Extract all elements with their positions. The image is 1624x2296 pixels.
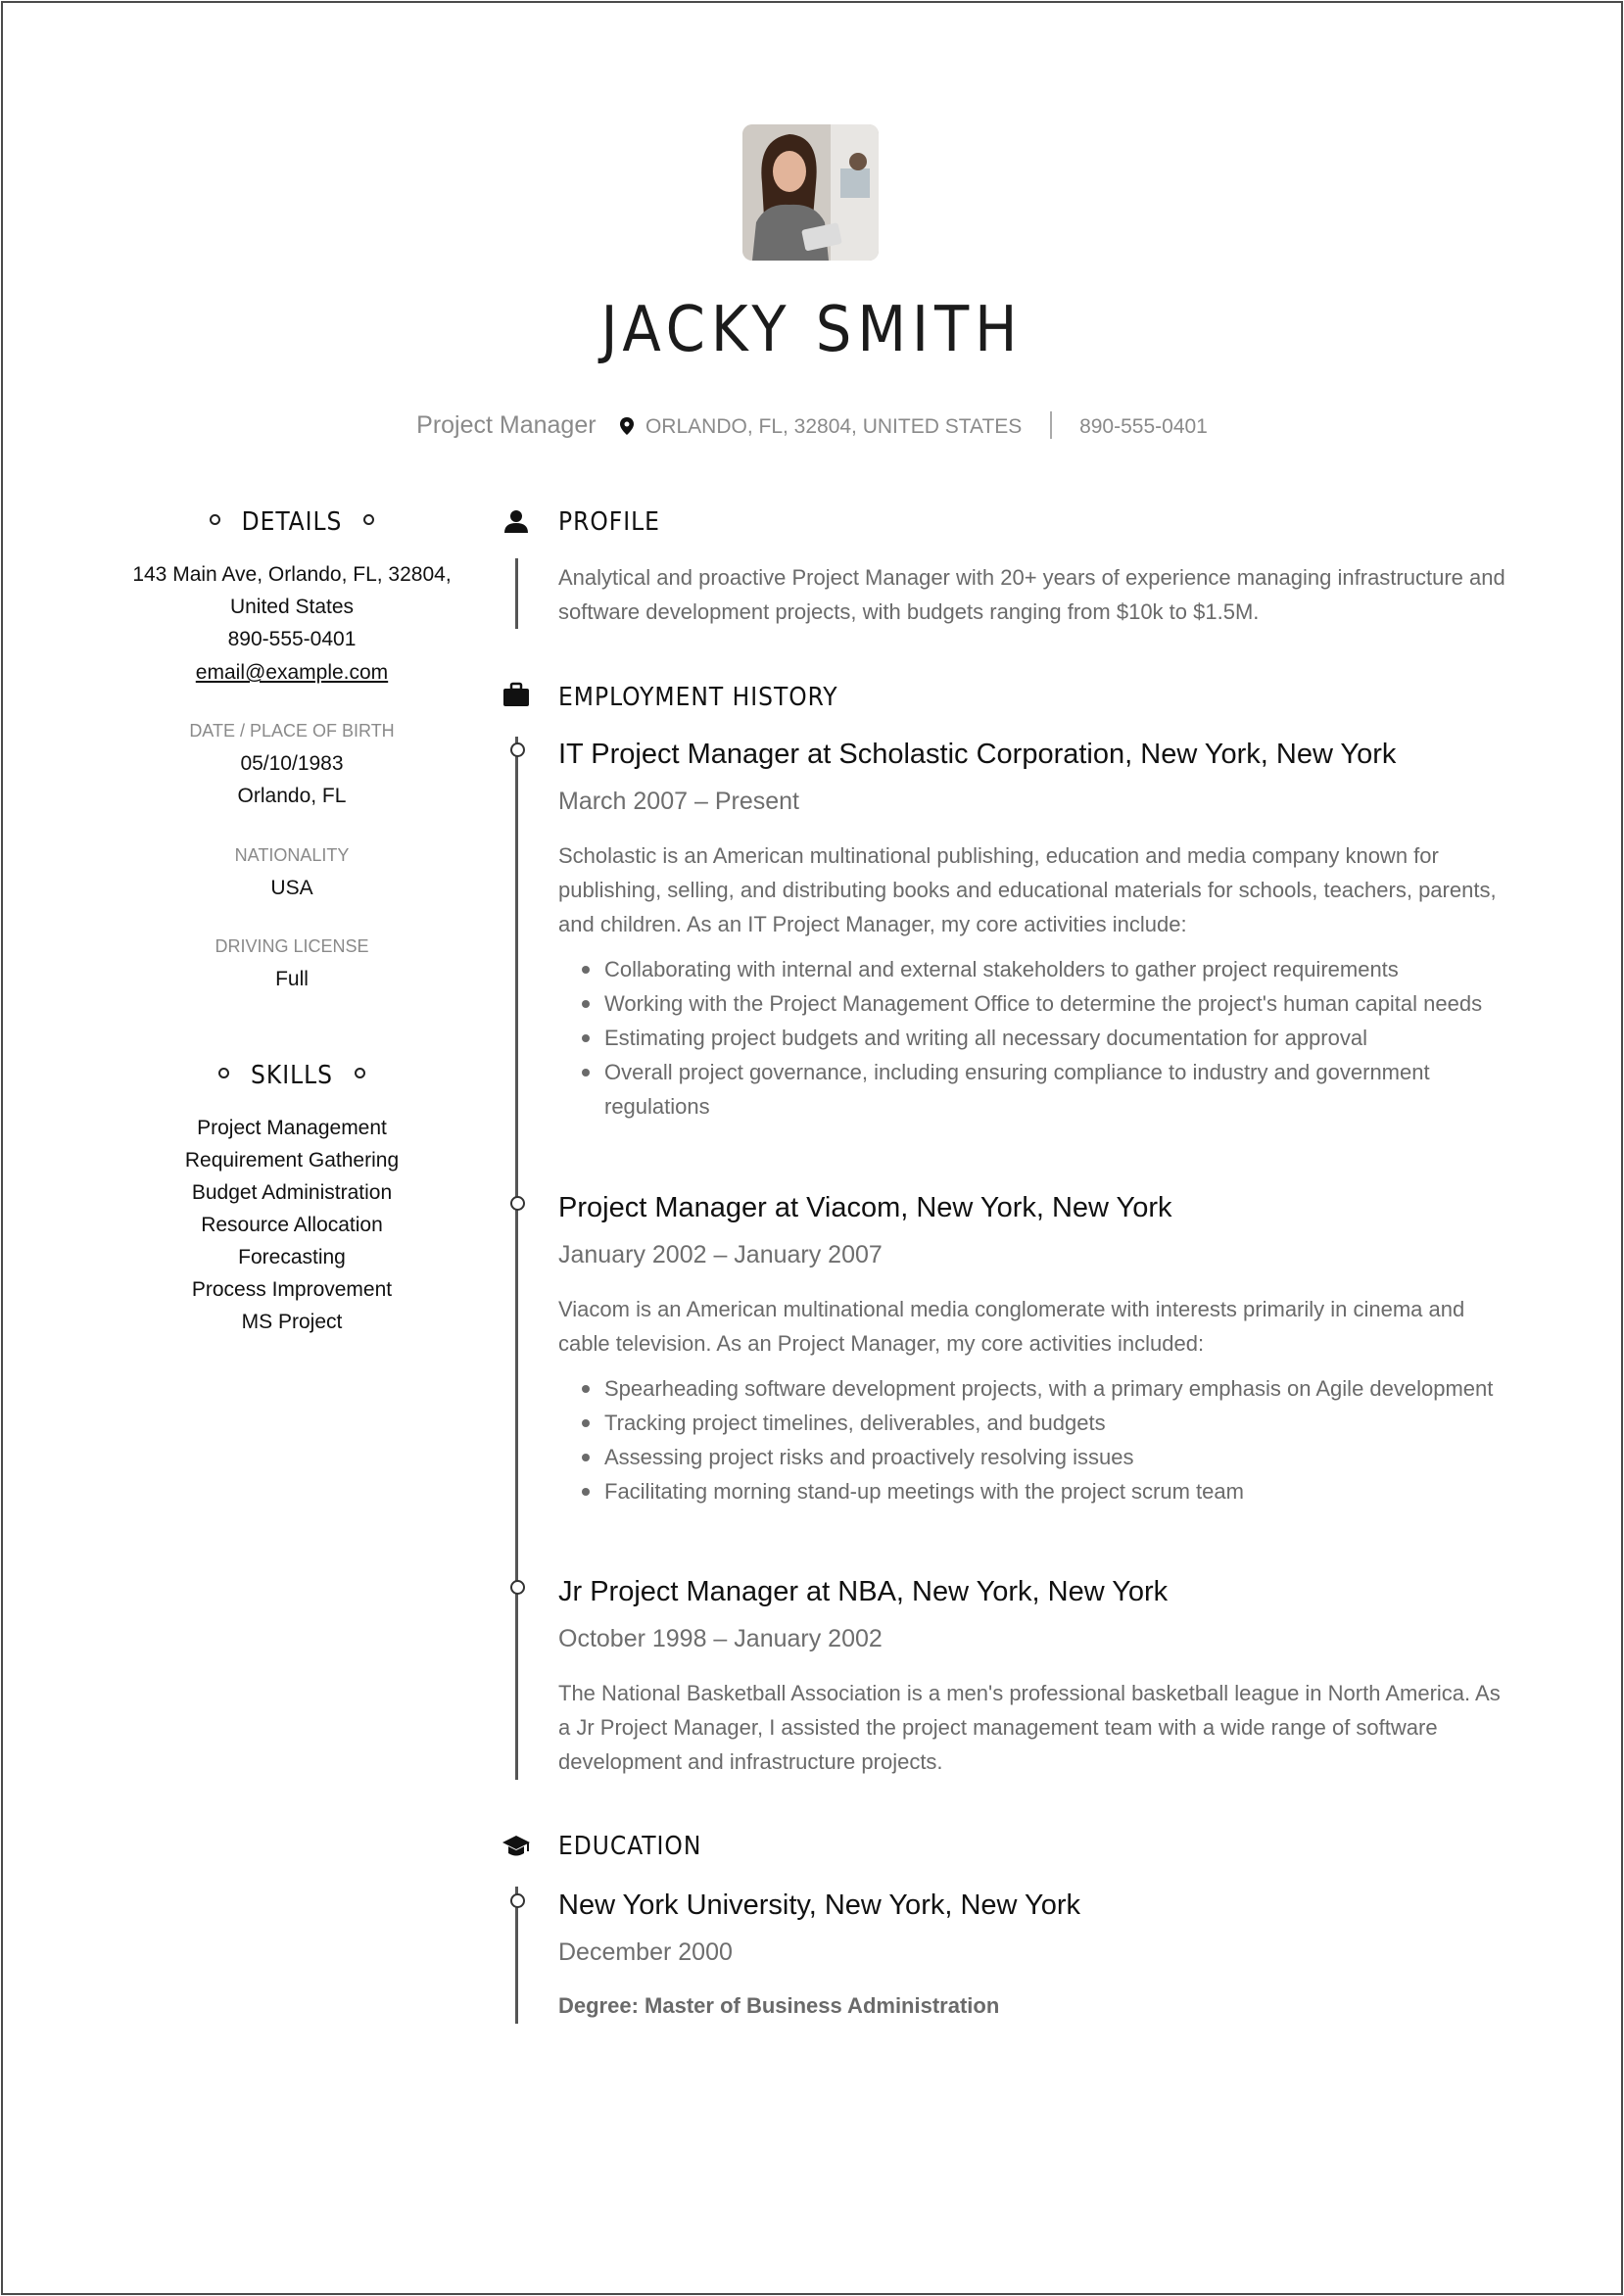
- job-bullets: [558, 1371, 1499, 1508]
- timeline-dot: [510, 1580, 525, 1595]
- nationality-label: NATIONALITY: [234, 845, 350, 865]
- timeline-dot: [510, 1893, 525, 1908]
- skills-heading: SKILLS: [108, 1061, 476, 1090]
- job-dates: January 2002 – January 2007: [558, 1241, 883, 1268]
- education-date: December 2000: [558, 1938, 733, 1966]
- skill-item: Requirement Gathering: [184, 1149, 400, 1172]
- skill-item: Resource Allocation: [201, 1214, 383, 1236]
- job-description: Viacom is an American multinational media conglomerate with interests primarily in cinema and cable television. As an Project Manager, my core activities included:: [558, 1297, 1465, 1356]
- degree: Degree: Master of Business Administration: [558, 1993, 1000, 2018]
- school-name: New York University, New York, New York: [558, 1889, 1080, 1921]
- header-contact-line: [0, 411, 1624, 440]
- skill-item: Budget Administration: [191, 1181, 393, 1204]
- timeline-dot: [510, 1196, 525, 1211]
- license-label: DRIVING LICENSE: [215, 936, 369, 956]
- skill-item: MS Project: [241, 1311, 343, 1333]
- list-item: Working with the Project Management Office to determine the project's human capital needs: [558, 986, 1499, 1021]
- job-dates: March 2007 – Present: [558, 788, 799, 815]
- person-icon: [502, 507, 531, 537]
- license-value: Full: [275, 968, 309, 990]
- details-email-row: [108, 656, 476, 689]
- profile-photo: [742, 124, 879, 261]
- birth-date: 05/10/1983: [240, 752, 344, 775]
- job-description: The National Basketball Association is a men's professional basketball league in North America. As a Jr Project Manager, I assisted the project management team with a wide range of software development and infrastructure projects.: [558, 1681, 1501, 1774]
- list-item: Facilitating morning stand-up meetings with the project scrum team: [558, 1474, 1499, 1508]
- ring-icon: [210, 514, 220, 525]
- skill-item: Forecasting: [238, 1246, 346, 1268]
- job-title: IT Project Manager at Scholastic Corporation, New York, New York: [558, 739, 1397, 770]
- details-heading: DETAILS: [108, 507, 476, 537]
- header-location: ORLANDO, FL, 32804, UNITED STATES: [645, 415, 1023, 438]
- birth-label: DATE / PLACE OF BIRTH: [189, 721, 395, 741]
- details-email-link[interactable]: email@example.com: [195, 661, 389, 684]
- nationality-value: USA: [270, 877, 313, 899]
- employment-timeline-line: [515, 737, 518, 1780]
- job-bullets: [558, 952, 1499, 1124]
- job-title: Jr Project Manager at NBA, New York, New York: [558, 1576, 1169, 1607]
- birth-place: Orlando, FL: [237, 785, 347, 807]
- ring-icon: [355, 1068, 365, 1078]
- education-heading: EDUCATION: [558, 1832, 702, 1861]
- header-job-title: Project Manager: [416, 411, 597, 439]
- header-separator: [1050, 411, 1052, 439]
- details-address-line2: United States: [229, 596, 355, 618]
- candidate-name: JACKY SMITH: [600, 294, 1024, 366]
- list-item: Assessing project risks and proactively resolving issues: [558, 1440, 1499, 1474]
- job-title: Project Manager at Viacom, New York, New York: [558, 1192, 1172, 1223]
- list-item: Tracking project timelines, deliverables, and budgets: [558, 1406, 1499, 1440]
- details-phone: 890-555-0401: [227, 628, 357, 650]
- list-item: Spearheading software development projects, with a primary emphasis on Agile development: [558, 1371, 1499, 1406]
- skill-item: Project Management: [197, 1117, 387, 1139]
- profile-timeline-line: [515, 558, 518, 629]
- job-dates: October 1998 – January 2002: [558, 1625, 883, 1652]
- timeline-dot: [510, 742, 525, 757]
- list-item: Overall project governance, including ensuring compliance to industry and government regulations: [558, 1055, 1499, 1124]
- job-description: Scholastic is an American multinational publishing, education and media company known for publishing, selling, and distributing books and educational materials for schools, teachers, parents, and children. As an IT Project Manager, my core activities include:: [558, 843, 1497, 936]
- graduation-cap-icon: [502, 1832, 531, 1861]
- list-item: Estimating project budgets and writing all necessary documentation for approval: [558, 1021, 1499, 1055]
- briefcase-icon: [502, 681, 531, 710]
- profile-text: Analytical and proactive Project Manager with 20+ years of experience managing infrastructure and software development projects, with budgets ranging from $10k to $1.5M.: [558, 565, 1505, 624]
- employment-heading: EMPLOYMENT HISTORY: [558, 683, 838, 712]
- profile-heading: PROFILE: [558, 507, 660, 537]
- header-phone: 890-555-0401: [1079, 415, 1208, 438]
- location-pin-icon: [620, 417, 634, 435]
- ring-icon: [363, 514, 374, 525]
- details-address-line1: 143 Main Ave, Orlando, FL, 32804,: [132, 563, 452, 586]
- skill-item: Process Improvement: [191, 1278, 393, 1301]
- ring-icon: [218, 1068, 229, 1078]
- list-item: Collaborating with internal and external stakeholders to gather project requirements: [558, 952, 1499, 986]
